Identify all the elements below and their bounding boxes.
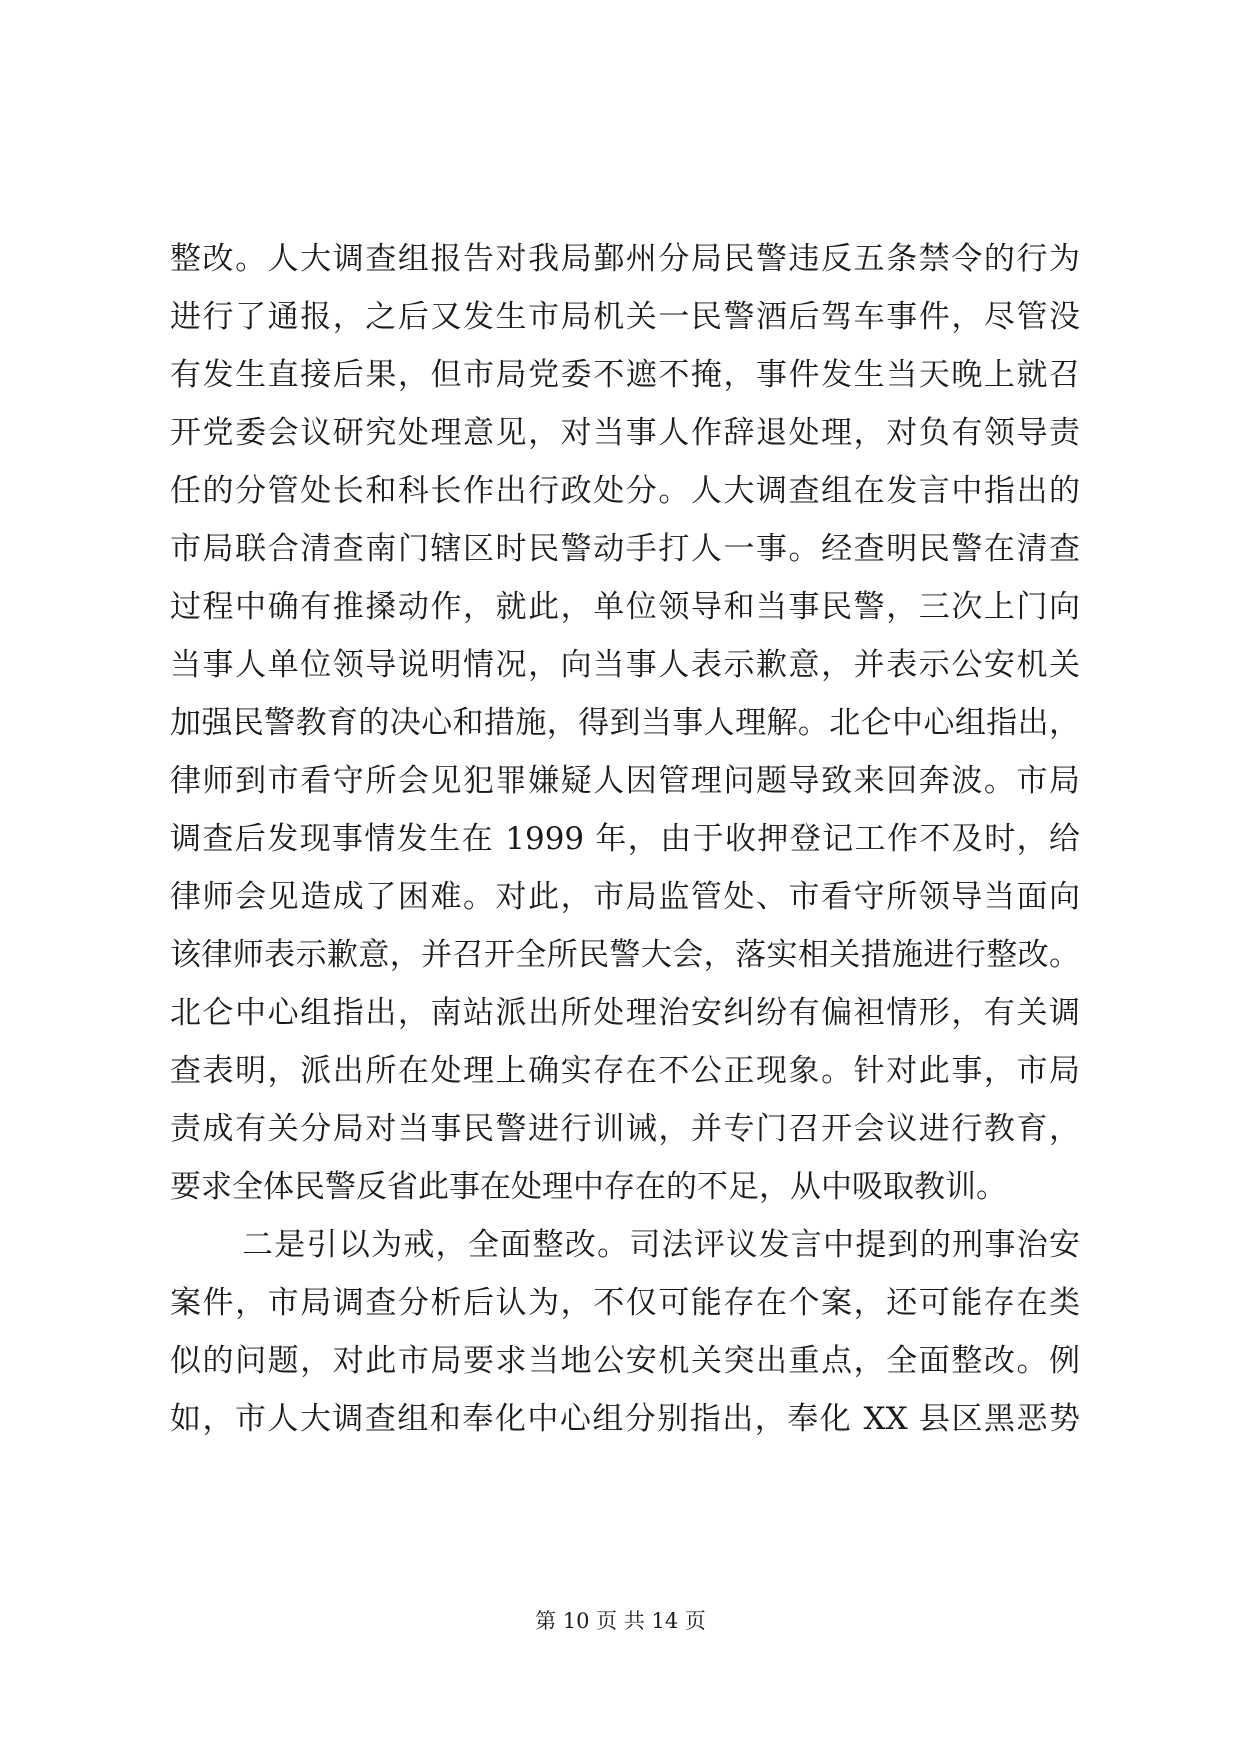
- text-line: 责成有关分局对当事民警进行训诫，并专门召开会议进行教育，: [170, 1111, 1080, 1147]
- text-line: 进行了通报，之后又发生市局机关一民警酒后驾车事件，尽管没: [170, 299, 1080, 335]
- text-line: 查表明，派出所在处理上确实存在不公正现象。针对此事，市局: [170, 1053, 1080, 1089]
- text-line: 似的问题，对此市局要求当地公安机关突出重点，全面整改。例: [170, 1343, 1080, 1379]
- page-number: 第 10 页 共 14 页: [535, 1609, 706, 1633]
- text-line: 市局联合清查南门辖区时民警动手打人一事。经查明民警在清查: [170, 531, 1080, 567]
- text-line: 当事人单位领导说明情况，向当事人表示歉意，并表示公安机关: [170, 647, 1080, 683]
- text-line: 要求全体民警反省此事在处理中存在的不足，从中吸取教训。: [170, 1169, 1007, 1205]
- text-line: 律师会见造成了困难。对此，市局监管处、市看守所领导当面向: [170, 879, 1080, 915]
- page-footer: [0, 1606, 1241, 1636]
- text-line: 任的分管处长和科长作出行政处分。人大调查组在发言中指出的: [170, 473, 1080, 509]
- text-line: 有发生直接后果，但市局党委不遮不掩，事件发生当天晚上就召: [170, 357, 1080, 393]
- text-line: 北仑中心组指出，南站派出所处理治安纠纷有偏袒情形，有关调: [170, 995, 1080, 1031]
- body-text: [170, 230, 1080, 1448]
- text-line: 开党委会议研究处理意见，对当事人作辞退处理，对负有领导责: [170, 415, 1080, 451]
- text-line: 整改。人大调查组报告对我局鄞州分局民警违反五条禁令的行为: [170, 241, 1080, 277]
- text-line: 如，市人大调查组和奉化中心组分别指出，奉化 XX 县区黑恶势: [170, 1401, 1080, 1437]
- text-line: 过程中确有推搡动作，就此，单位领导和当事民警，三次上门向: [170, 589, 1080, 625]
- text-line: 加强民警教育的决心和措施，得到当事人理解。北仑中心组指出，: [170, 705, 1080, 741]
- text-line: 案件，市局调查分析后认为，不仅可能存在个案，还可能存在类: [170, 1285, 1080, 1321]
- text-line: 调查后发现事情发生在 1999 年，由于收押登记工作不及时，给: [170, 821, 1080, 857]
- text-line: 该律师表示歉意，并召开全所民警大会，落实相关措施进行整改。: [170, 937, 1080, 973]
- paragraph-first-line: 二是引以为戒，全面整改。司法评议发言中提到的刑事治安: [242, 1227, 1080, 1263]
- text-line: 律师到市看守所会见犯罪嫌疑人因管理问题导致来回奔波。市局: [170, 763, 1080, 799]
